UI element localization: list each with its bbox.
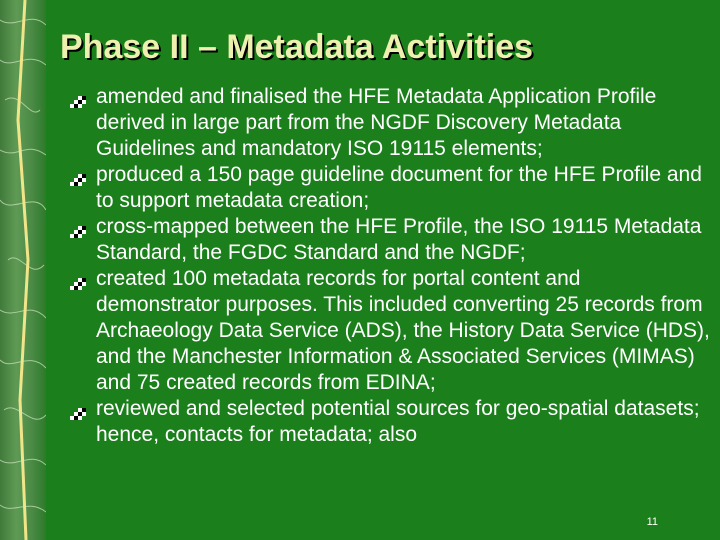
checkered-bullet-icon [70, 273, 88, 287]
bullet-text: reviewed and selected potential sources for geo-spatial datasets; hence, contacts for metadata; also [96, 397, 700, 446]
bullet-text: created 100 metadata records for portal content and demonstrator purposes. This included converting 25 records from Archaeology Data Service (ADS), the History Data Service (HDS), and the Manchester Information & Associated Services (MIMAS) and 75 created records from EDINA; [96, 267, 710, 394]
bullet-text: produced a 150 page guideline document for the HFE Profile and to support metadata creation; [96, 163, 702, 212]
checkered-bullet-icon [70, 403, 88, 417]
bullet-item-potential-sources [70, 396, 710, 448]
checkered-bullet-icon [70, 91, 88, 105]
slide-title: Phase II – Metadata Activities [60, 28, 534, 66]
bullet-item-metadata-records [70, 266, 710, 396]
bullet-item-guideline-document [70, 162, 710, 214]
bullet-list [70, 84, 710, 448]
bullet-item-cross-mapped [70, 214, 710, 266]
bullet-text: amended and finalised the HFE Metadata Application Profile derived in large part from the NGDF Discovery Metadata Guidelines and mandatory ISO 19115 elements; [96, 85, 657, 160]
bullet-item-amended-profile [70, 84, 710, 162]
bullet-text: cross-mapped between the HFE Profile, the ISO 19115 Metadata Standard, the FGDC Standard and the NGDF; [96, 215, 702, 264]
checkered-bullet-icon [70, 221, 88, 235]
checkered-bullet-icon [70, 169, 88, 183]
page-number: 11 [646, 516, 658, 528]
topographic-lines [0, 0, 46, 540]
topographic-map-strip [0, 0, 46, 540]
